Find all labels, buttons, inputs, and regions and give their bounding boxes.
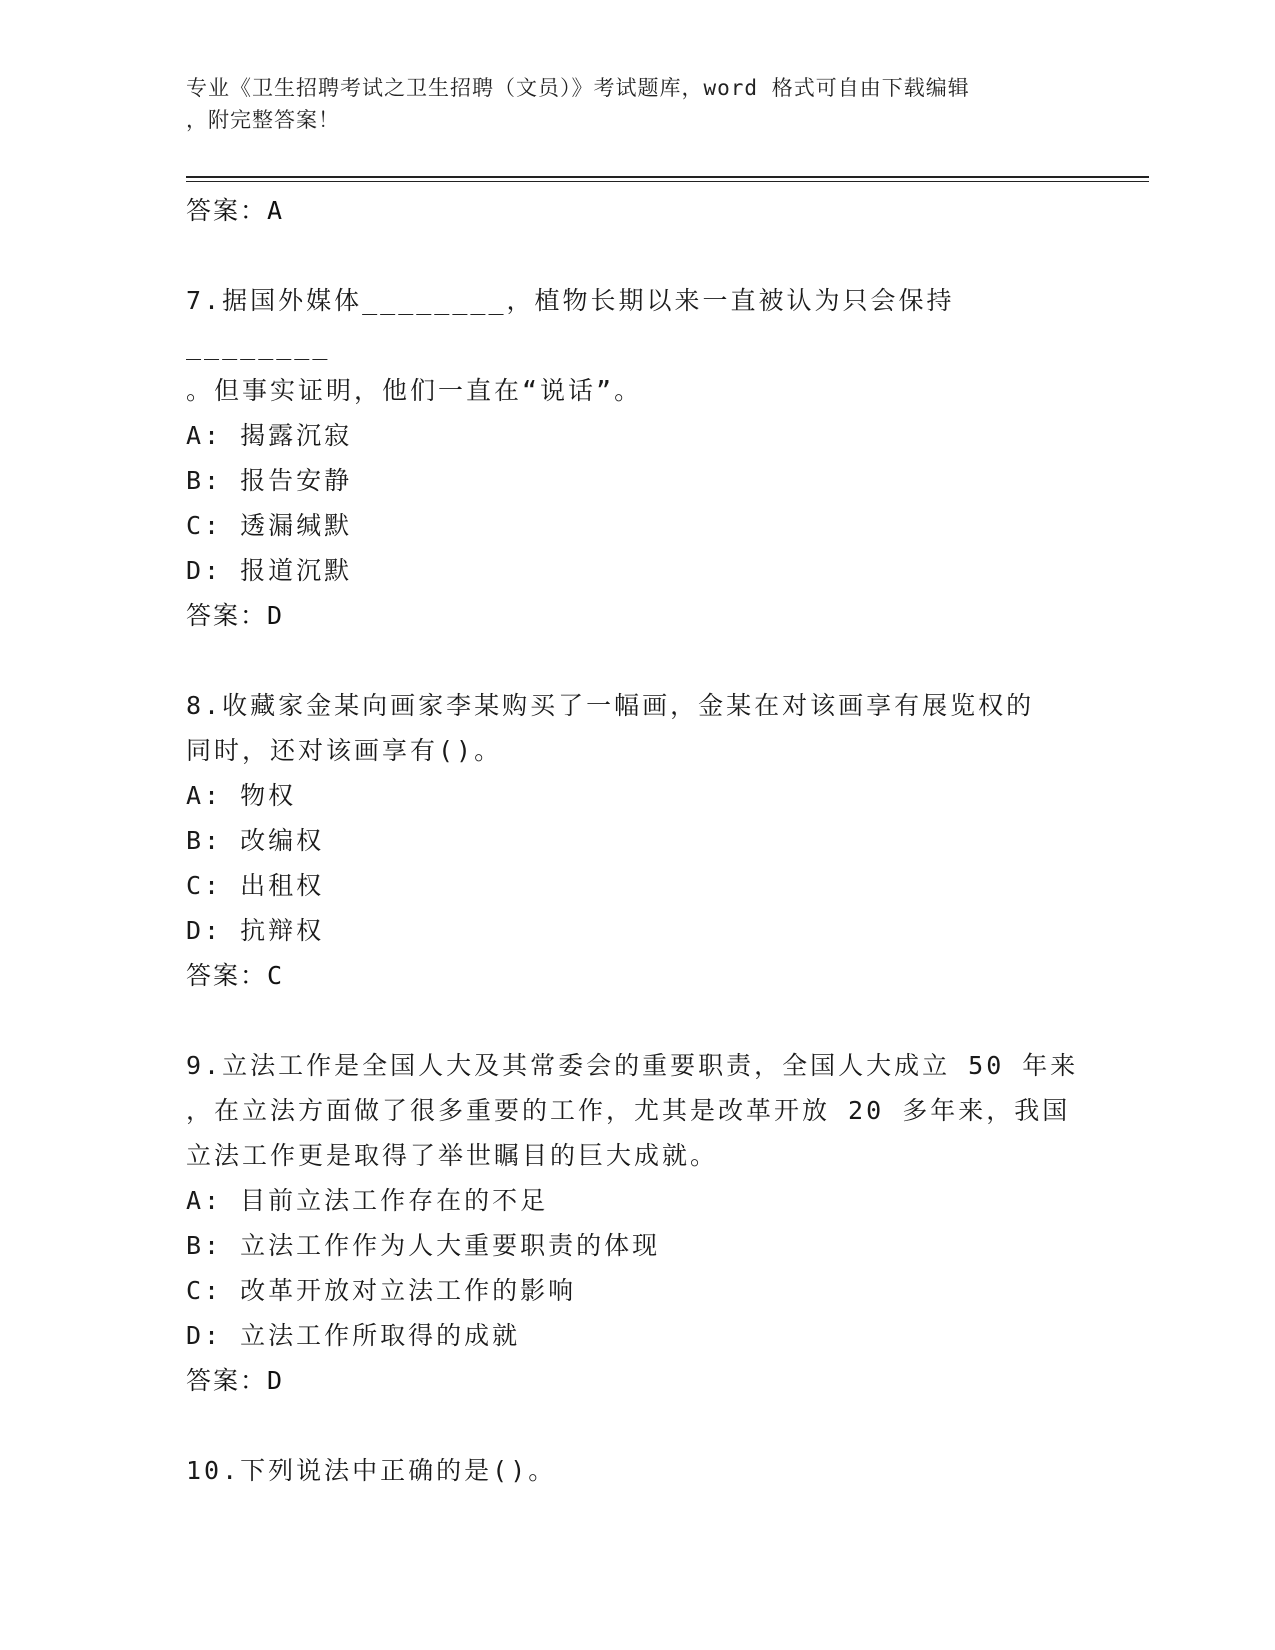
header-divider-thick: [186, 176, 1149, 178]
question-9: [186, 1043, 1086, 1403]
option-b: B: 改编权: [186, 826, 325, 855]
question-stem: 10.下列说法中正确的是()。: [186, 1456, 557, 1485]
option-a: A: 目前立法工作存在的不足: [186, 1186, 549, 1215]
answer-line: 答案：A: [186, 196, 285, 225]
spacer: [186, 638, 1086, 683]
option-c: C: 透漏缄默: [186, 511, 353, 540]
answer-line: 答案：C: [186, 961, 285, 990]
question-stem: 立法工作更是取得了举世瞩目的巨大成就。: [186, 1141, 719, 1170]
header-divider-thin: [186, 181, 1149, 182]
question-7: [186, 278, 1086, 638]
spacer: [186, 998, 1086, 1043]
question-stem: ，在立法方面做了很多重要的工作，尤其是改革开放 20 多年来，我国: [186, 1096, 1071, 1125]
question-stem: 7.据国外媒体________，植物长期以来一直被认为只会保持________: [186, 286, 955, 360]
question-list: [186, 188, 1086, 1493]
header-line-2: ，附完整答案！: [186, 108, 340, 132]
option-d: D: 报道沉默: [186, 556, 353, 585]
answer-line: 答案：D: [186, 601, 285, 630]
option-d: D: 立法工作所取得的成就: [186, 1321, 521, 1350]
option-d: D: 抗辩权: [186, 916, 325, 945]
spacer: [186, 1403, 1086, 1448]
question-stem: 9.立法工作是全国人大及其常委会的重要职责，全国人大成立 50 年来: [186, 1051, 1079, 1080]
question-stem: 。但事实证明，他们一直在“说话”。: [186, 376, 643, 405]
option-b: B: 立法工作作为人大重要职责的体现: [186, 1231, 661, 1260]
option-c: C: 出租权: [186, 871, 325, 900]
option-b: B: 报告安静: [186, 466, 353, 495]
option-a: A: 揭露沉寂: [186, 421, 353, 450]
header-line-1: 专业《卫生招聘考试之卫生招聘（文员）》考试题库，word 格式可自由下载编辑: [186, 76, 970, 100]
question-stem: 同时，还对该画享有()。: [186, 736, 503, 765]
question-stem: 8.收藏家金某向画家李某购买了一幅画，金某在对该画享有展览权的: [186, 691, 1035, 720]
answer-line: 答案：D: [186, 1366, 285, 1395]
question-10: [186, 1448, 1086, 1493]
option-c: C: 改革开放对立法工作的影响: [186, 1276, 577, 1305]
question-8: [186, 683, 1086, 998]
document-header: [186, 72, 1066, 136]
option-a: A: 物权: [186, 781, 297, 810]
spacer: [186, 233, 1086, 278]
